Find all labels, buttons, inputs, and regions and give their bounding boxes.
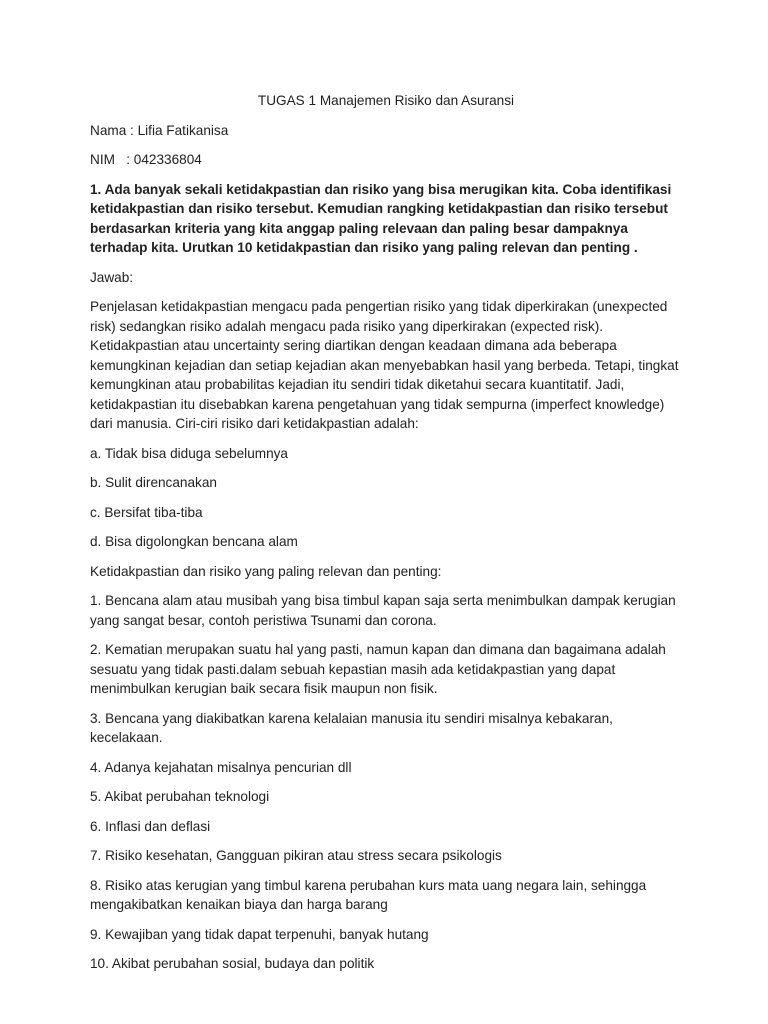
ranked-item: 4. Adanya kejahatan misalnya pencurian dll [90, 759, 352, 775]
characteristic-item: d. Bisa digolongkan bencana alam [90, 534, 298, 549]
ranked-item: 9. Kewajiban yang tidak dapat terpenuhi, banyak hutang [90, 926, 429, 942]
answer-label: Jawab: [90, 269, 134, 285]
characteristic-item: b. Sulit direncanakan [90, 475, 217, 490]
document-title: TUGAS 1 Manajemen Risiko dan Asuransi [257, 93, 515, 108]
document-content [90, 91, 682, 984]
student-nim: NIM : 042336804 [90, 152, 202, 167]
ranked-item: 6. Inflasi dan deflasi [90, 818, 211, 834]
characteristic-item: a. Tidak bisa diduga sebelumnya [90, 445, 288, 461]
characteristic-item: c. Bersifat tiba-tiba [90, 504, 203, 520]
ranked-item: 7. Risiko kesehatan, Gangguan pikiran atau stress secara psikologis [90, 848, 502, 863]
ranked-item: 5. Akibat perubahan teknologi [90, 789, 270, 804]
ranked-item: 8. Risiko atas kerugian yang timbul karena perubahan kurs mata uang negara lain, sehingga mengakibatkan kenaikan biaya dan harga barang [90, 877, 647, 912]
ranked-item: 1. Bencana alam atau musibah yang bisa timbul kapan saja serta menimbulkan dampak kerugian yang sangat besar, contoh peristiwa Tsunami dan corona. [90, 593, 676, 628]
list-heading: Ketidakpastian dan risiko yang paling relevan dan penting: [90, 563, 442, 579]
ranked-item: 2. Kematian merupakan suatu hal yang pasti, namun kapan dan dimana dan bagaimana adalah sesuatu yang tidak pasti.dalam sebuah kepastian masih ada ketidakpastian yang dapat menimbulkan kerugian baik secara fisik maupun non fisik. [90, 642, 666, 696]
ranked-item: 10. Akibat perubahan sosial, budaya dan politik [90, 956, 375, 971]
intro-paragraph: Penjelasan ketidakpastian mengacu pada pengertian risiko yang tidak diperkirakan (unexpected risk) sedangkan risiko adalah mengacu pada risiko yang diperkirakan (expected risk). Ketidakpastian atau uncertainty sering diartikan dengan keadaan dimana ada beberapa kemungkinan kejadian dan setiap kejadian akan menyebabkan hasil yang berbeda. Tetapi, tingkat kemungkinan atau probabilitas kejadian itu sendiri tidak diketahui secara kuantitatif. Jadi, ketidakpastian itu disebabkan karena pengetahuan yang tidak sempurna (imperfect knowledge) dari manusia. Ciri-ciri risiko dari ketidakpastian adalah: [90, 299, 679, 431]
student-name: Nama : Lifia Fatikanisa [90, 122, 229, 138]
ranked-item: 3. Bencana yang diakibatkan karena kelalaian manusia itu sendiri misalnya kebakaran, kecelakaan. [90, 710, 613, 745]
question-paragraph: 1. Ada banyak sekali ketidakpastian dan risiko yang bisa merugikan kita. Coba identifikasi ketidakpastian dan risiko tersebut. Kemudian rangking ketidakpastian dan risiko tersebut berdasarkan kriteria yang kita anggap paling relevaan dan paling besar dampaknya terhadap kita. Urutkan 10 ketidakpastian dan risiko yang paling relevan dan penting . [90, 181, 672, 255]
